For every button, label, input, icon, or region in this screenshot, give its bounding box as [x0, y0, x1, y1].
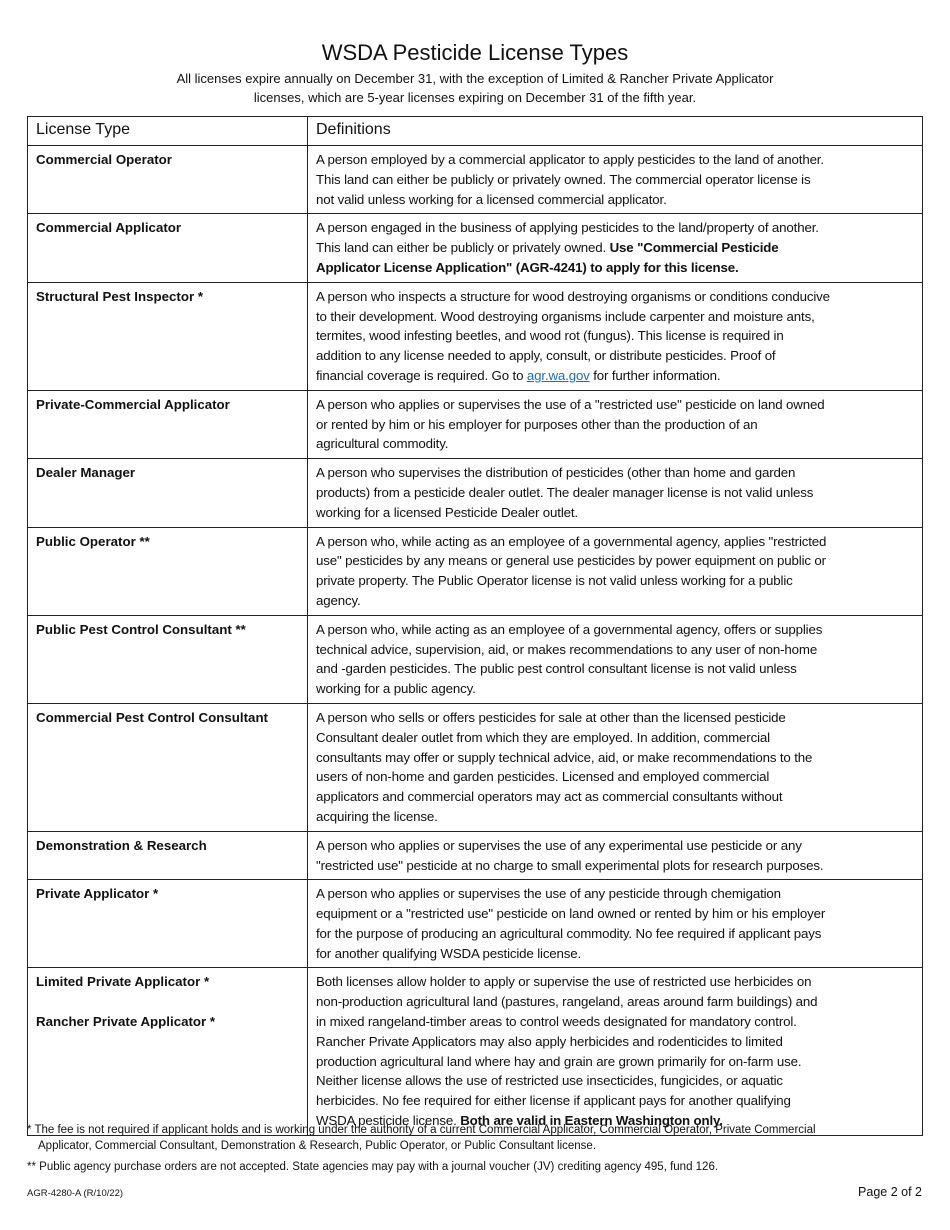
- license-type-cell: [28, 459, 308, 527]
- definition-text: technical advice, supervision, aid, or makes recommendations to any user of non-home: [316, 641, 818, 657]
- license-type-cell: [28, 615, 308, 703]
- definition-text: and -garden pesticides. The public pest control consultant license is not valid unless: [316, 661, 797, 677]
- definition-text: A person who sells or offers pesticides for sale at other than the licensed pesticide: [316, 709, 786, 725]
- definition-line: [316, 287, 914, 307]
- license-type-cell: [28, 282, 308, 390]
- definition-text: working for a public agency.: [316, 681, 476, 697]
- definition-text: This land can either be publicly or privately owned.: [316, 240, 610, 256]
- definition-text: A person who, while acting as an employee of a governmental agency, offers or supplies: [316, 621, 823, 637]
- definition-text: use" pesticides by any means or general use pesticides by power equipment on public or: [316, 553, 826, 569]
- definition-text: for further information.: [589, 367, 721, 383]
- license-type-cell: [28, 146, 308, 214]
- table-row: [28, 968, 923, 1135]
- definition-cell: [308, 146, 923, 214]
- definition-text: equipment or a "restricted use" pesticide on land owned or rented by him or his employer: [316, 906, 826, 922]
- table-row: [28, 831, 923, 880]
- page-title: WSDA Pesticide License Types: [321, 40, 629, 65]
- definition-line: [316, 972, 914, 992]
- license-type-name: Rancher Private Applicator *: [36, 1014, 216, 1030]
- definition-line: [316, 395, 914, 415]
- definition-text: A person who applies or supervises the use of any experimental use pesticide or any: [316, 837, 802, 853]
- definition-line: [316, 326, 914, 346]
- definition-text: to their development. Wood destroying organisms include carpenter and moisture ants,: [316, 308, 815, 324]
- definition-cell: [308, 527, 923, 615]
- definition-text: Both are valid in Eastern Washington only.: [460, 1113, 723, 1129]
- license-type-name: Commercial Operator: [36, 152, 172, 167]
- definition-cell: [308, 390, 923, 458]
- definition-line: [316, 238, 914, 258]
- footnote-line: * The fee is not required if applicant holds and is working under the authority of a current Commercial Applicator, Commercial Operator, Private Commercial: [27, 1124, 816, 1136]
- definition-text: A person who inspects a structure for wood destroying organisms or conditions conducive: [316, 288, 830, 304]
- definition-line: [316, 708, 914, 728]
- definition-cell: [308, 282, 923, 390]
- license-type-name: Dealer Manager: [36, 465, 136, 481]
- license-type-cell: [28, 390, 308, 458]
- definition-text: production agricultural land where hay and grain are grown primarily for on-farm use.: [316, 1053, 802, 1069]
- license-type-cell: [28, 880, 308, 968]
- table-row: [28, 282, 923, 390]
- license-type-name: Commercial Applicator: [36, 220, 182, 236]
- definition-line: [316, 884, 914, 904]
- definition-line: [316, 307, 914, 327]
- definition-line: [316, 591, 914, 611]
- definition-text: acquiring the license.: [316, 808, 438, 824]
- definition-line: [316, 620, 914, 640]
- license-type-name: Public Operator **: [36, 533, 150, 549]
- table-row: [28, 390, 923, 458]
- definition-text: not valid unless working for a licensed commercial applicator.: [316, 191, 667, 207]
- definition-text: A person who applies or supervises the use of any pesticide through chemigation: [316, 886, 781, 902]
- definition-text: A person who supervises the distribution of pesticides (other than home and garden: [316, 465, 796, 481]
- license-type-name: Structural Pest Inspector *: [36, 288, 203, 304]
- definition-line: [316, 992, 914, 1012]
- definition-text: users of non-home and garden pesticides. Licensed and employed commercial: [316, 769, 770, 785]
- definition-cell: [308, 880, 923, 968]
- definition-line: [316, 150, 914, 170]
- definition-line: [316, 1032, 914, 1052]
- definition-text: or rented by him or his employer for purposes other than the production of an: [316, 416, 758, 432]
- license-type-cell: [28, 527, 308, 615]
- definition-line: [316, 170, 914, 190]
- footnote-single-asterisk: [27, 1122, 816, 1154]
- license-types-table: [27, 116, 923, 1136]
- definition-line: [316, 856, 914, 876]
- definition-line: [316, 218, 914, 238]
- definition-line: [316, 258, 914, 278]
- definition-text: WSDA pesticide license.: [316, 1113, 461, 1129]
- definition-line: [316, 190, 914, 210]
- definition-line: [316, 1071, 914, 1091]
- footnote-double-asterisk: ** Public agency purchase orders are not accepted. State agencies may pay with a journal voucher (JV) crediting agency 495, fund 126.: [27, 1161, 719, 1173]
- definition-line: [316, 944, 914, 964]
- definition-line: [316, 463, 914, 483]
- definition-text: agency.: [316, 592, 361, 608]
- definition-cell: [308, 968, 923, 1135]
- definition-text: non-production agricultural land (pastures, rangeland, areas around farm buildings) and: [316, 994, 818, 1010]
- definition-text: Use "Commercial Pesticide: [609, 240, 779, 256]
- definition-text: for another qualifying WSDA pesticide license.: [316, 945, 582, 961]
- definition-line: [316, 679, 914, 699]
- definition-cell: [308, 214, 923, 282]
- definition-text: agricultural commodity.: [316, 436, 449, 452]
- license-type-name: Private-Commercial Applicator: [36, 396, 230, 412]
- table-row: [28, 703, 923, 831]
- definition-line: [316, 1012, 914, 1032]
- definition-line: [316, 807, 914, 827]
- definition-line: [316, 728, 914, 748]
- definition-line: [316, 551, 914, 571]
- definition-line: [316, 532, 914, 552]
- definition-cell: [308, 831, 923, 880]
- definition-cell: [308, 703, 923, 831]
- definition-text: addition to any license needed to apply, consult, or distribute pesticides. Proof of: [316, 348, 776, 364]
- definition-text: for the purpose of producing an agricultural commodity. No fee required if applicant pays: [316, 925, 822, 941]
- definition-text: This land can either be publicly or privately owned. The commercial operator license is: [316, 171, 811, 187]
- definition-text: applicators and commercial operators may act as commercial consultants without: [316, 789, 783, 805]
- definition-text: herbicides. No fee required for either license if applicant pays for another qualifying: [316, 1093, 791, 1109]
- license-type-name: Private Applicator *: [36, 886, 159, 902]
- agr-website-link[interactable]: agr.wa.gov: [526, 367, 590, 383]
- footnote-line: Applicator, Commercial Consultant, Demonstration & Research, Public Operator, or Public Consultant license.: [38, 1140, 597, 1152]
- license-type-name: Limited Private Applicator *: [36, 974, 210, 990]
- definition-line: [316, 366, 914, 386]
- definition-line: [316, 483, 914, 503]
- definition-cell: [308, 459, 923, 527]
- definition-text: consultants may offer or supply technical advice, aid, or make recommendations to the: [316, 749, 813, 765]
- license-type-name: Demonstration & Research: [36, 837, 207, 853]
- definition-text: working for a licensed Pesticide Dealer outlet.: [316, 504, 578, 520]
- license-type-name: Commercial Pest Control Consultant: [36, 709, 268, 725]
- license-type-cell: [28, 703, 308, 831]
- definition-text: financial coverage is required. Go to: [316, 367, 527, 383]
- subtitle-line: All licenses expire annually on December 31, with the exception of Limited & Rancher Private Applicator: [176, 71, 774, 86]
- definition-text: private property. The Public Operator license is not valid unless working for a public: [316, 573, 793, 589]
- definition-text: "restricted use" pesticide at no charge to small experimental plots for research purposes.: [316, 857, 824, 873]
- table-row: [28, 880, 923, 968]
- definition-text: in mixed rangeland-timber areas to control weeds designated for mandatory control.: [316, 1014, 797, 1030]
- definition-line: [316, 571, 914, 591]
- license-type-cell: [28, 831, 308, 880]
- table-row: [28, 459, 923, 527]
- definition-line: [316, 924, 914, 944]
- definition-text: Neither license allows the use of restricted use insecticides, fungicides, or aquatic: [316, 1073, 783, 1089]
- definition-line: [316, 346, 914, 366]
- definition-text: Consultant dealer outlet from which they are employed. In addition, commercial: [316, 729, 770, 745]
- definition-text: products) from a pesticide dealer outlet. The dealer manager license is not valid unless: [316, 484, 814, 500]
- definition-text: Rancher Private Applicators may also apply herbicides and rodenticides to limited: [316, 1033, 783, 1049]
- table-row: [28, 527, 923, 615]
- form-code: AGR-4280-A (R/10/22): [27, 1188, 124, 1199]
- table-row: [28, 615, 923, 703]
- definition-text: Both licenses allow holder to apply or supervise the use of restricted use herbicides on: [316, 974, 812, 990]
- license-type-cell: [28, 214, 308, 282]
- definition-line: [316, 767, 914, 787]
- definition-text: A person who, while acting as an employee of a governmental agency, applies "restricted: [316, 533, 827, 549]
- definition-line: [316, 659, 914, 679]
- column-header-license-type: License Type: [28, 117, 308, 146]
- definition-text: A person employed by a commercial applicator to apply pesticides to the land of another.: [316, 152, 824, 167]
- definition-line: [316, 434, 914, 454]
- definition-line: [316, 904, 914, 924]
- definition-text: A person engaged in the business of applying pesticides to the land/property of another.: [316, 220, 819, 236]
- definition-cell: [308, 615, 923, 703]
- definition-text: termites, wood infesting beetles, and wood rot (fungus). This license is required in: [316, 328, 784, 344]
- license-type-cell: [28, 968, 308, 1135]
- definition-line: [316, 1091, 914, 1111]
- definition-text: A person who applies or supervises the use of a "restricted use" pesticide on land owned: [316, 396, 825, 412]
- column-header-definitions: Definitions: [308, 117, 923, 146]
- definition-line: [316, 640, 914, 660]
- definition-line: [316, 836, 914, 856]
- license-type-name: Public Pest Control Consultant **: [36, 621, 246, 637]
- definition-line: [316, 787, 914, 807]
- table-row: [28, 214, 923, 282]
- subtitle-line: licenses, which are 5-year licenses expiring on December 31 of the fifth year.: [253, 90, 697, 105]
- definition-line: [316, 748, 914, 768]
- page-number: Page 2 of 2: [858, 1185, 922, 1199]
- definition-line: [316, 503, 914, 523]
- definition-line: [316, 415, 914, 435]
- table-row: [28, 146, 923, 214]
- definition-line: [316, 1052, 914, 1072]
- definition-text: Applicator License Application" (AGR-4241) to apply for this license.: [316, 259, 739, 275]
